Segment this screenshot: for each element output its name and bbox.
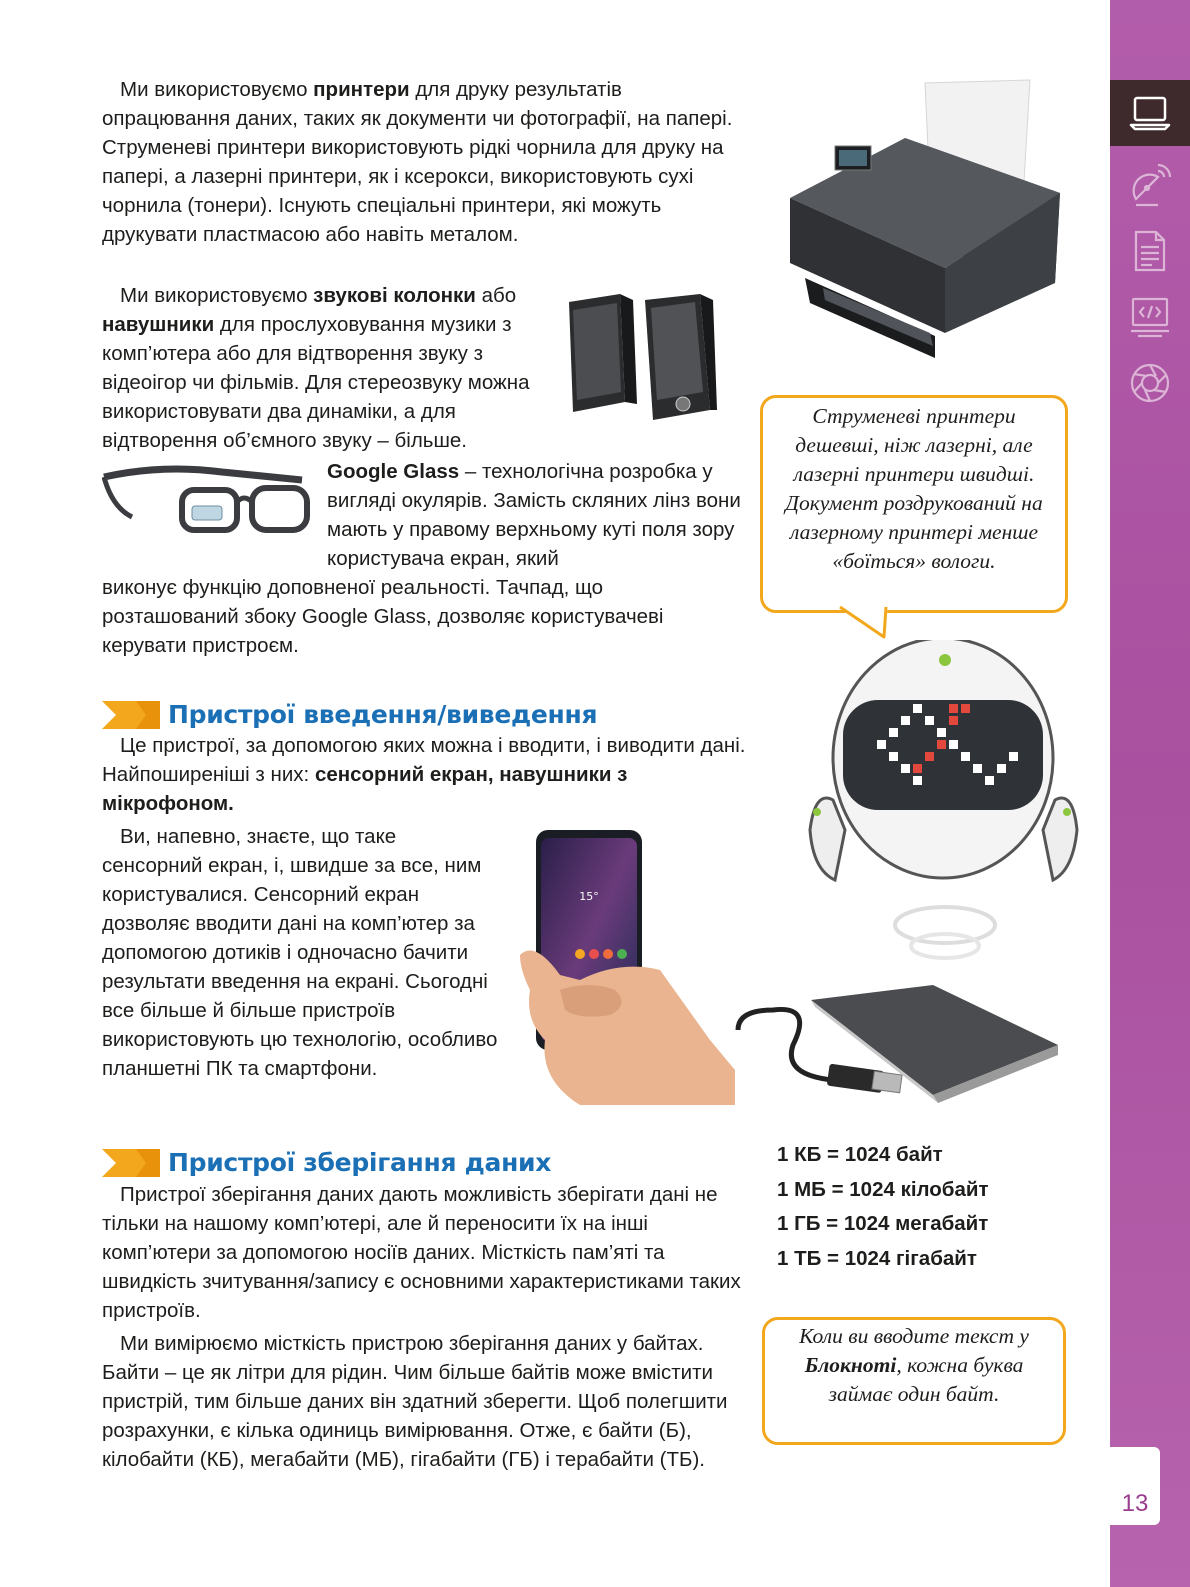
tip-bubble-notepad [762,1317,1066,1445]
sidebar-tab-laptop[interactable] [1110,80,1190,146]
heading-flag-icon [102,1149,160,1177]
page-number: 13 [1121,1490,1149,1517]
sidebar-tab-shutter[interactable] [1110,350,1190,416]
document-icon [1130,229,1170,273]
storage-paragraph-2: Ми вимірюємо місткість пристрою зберігання даних у байтах. Байти – це як літри для рідин. Чим більше байтів може вмістити пристрій, тим більше даних він здатний зберегти. Щоб полегшити розрахунки, є кілька одиниць вимірювання. Отже, є байти (Б), кілобайти (КБ), мегабайти (МБ), гігабайти (ГБ) і терабайти (ТБ). [102,1332,728,1471]
shutter-icon [1128,361,1172,405]
storage-paragraph-1: Пристрої зберігання даних дають можливість зберігати дані не тільки на нашому комп’ютері, але й переносити їх на інші комп’ютери за допомогою носіїв даних. Місткість пам’яті та швидкість зчитування/запису є основними характеристиками таких пристроїв. [102,1183,741,1322]
printer-image [785,78,1070,363]
speakers-paragraph: Ми використовуємо звукові колонки або навушники для прослуховування музики з комп’ютера або для відтворення звуку з відеоігор чи фільмів. Для стереозвуку можна використовувати два динаміки, а для відтворення об’ємного звуку – більше. [102,284,530,452]
units-list [777,1138,989,1276]
tip-bubble-printers-text: Струменеві принтери дешевші, ніж лазерні, але лазерні принтери швидші. Документ роздрукований на лазерному принтері менше «боїться» вологи. [785,404,1043,573]
sidebar-tab-document[interactable] [1110,218,1190,284]
units-item: 1 ГБ = 1024 мегабайт [777,1212,989,1235]
section-heading-io [102,700,597,729]
section-heading-storage [102,1148,551,1177]
sidebar-tab-satellite[interactable] [1110,152,1190,218]
laptop-icon [1128,93,1172,133]
code-monitor-icon [1128,295,1172,339]
units-item: 1 КБ = 1024 байт [777,1143,943,1166]
bubble-tail [838,605,894,641]
google-glass-image [102,462,317,554]
tip-bubble-notepad-text: Коли ви вводите текст у Блокноті, кожна буква займає один байт. [799,1324,1029,1406]
satellite-icon [1128,163,1172,207]
printers-paragraph: Ми використовуємо принтери для друку результатів опрацювання даних, таких як документи чи фотографії, на папері. Струменеві принтери використовують рідкі чорнила для друку на папері, а лазерні принтери, як і ксерокси, використовують сухі чорнила (тонери). Існують спеціальні принтери, які можуть друкувати пластмасою або навіть металом. [102,78,733,246]
units-item: 1 МБ = 1024 кілобайт [777,1177,989,1201]
io-paragraph-1: Це пристрої, за допомогою яких можна і вводити, і виводити дані. Найпоширеніші з них: сенсорний екран, навушники з мікрофоном. [102,734,746,815]
speakers-image [565,292,725,422]
chapter-sidebar [1110,0,1190,1587]
section-title-io: Пристрої введення/виведення [168,700,598,729]
google-glass-paragraph-start: Google Glass – технологічна розробка у вигляді окулярів. Замість скляних лінз вони мають у правому верхньому куті поля зору користувача екран, який [327,460,741,570]
units-item: 1 ТБ = 1024 гігабайт [777,1246,977,1270]
tip-bubble-printers [760,395,1068,613]
section-title-storage: Пристрої зберігання даних [168,1148,552,1177]
smartphone-hand-image [520,830,735,1105]
sidebar-tab-code[interactable] [1110,284,1190,350]
heading-flag-icon [102,701,160,729]
google-glass-paragraph-end: виконує функцію доповненої реальності. Тачпад, що розташований збоку Google Glass, дозволяє користувачеві керувати пристроєм. [102,576,664,657]
io-paragraph-2: Ви, напевно, знаєте, що таке сенсорний екран, і, швидше за все, ним користувалися. Сенсорний екран дозволяє вводити дані на комп’ютер за допомогою дотиків і одночасно бачити результати введення на екрані. Сьогодні все більше й більше пристроїв використовують цю технологію, особливо планшетні ПК та смартфони. [102,825,498,1080]
phone-temperature: 15° [579,890,599,903]
external-drive-image [733,985,1068,1110]
robot-mascot-image [805,640,1080,965]
